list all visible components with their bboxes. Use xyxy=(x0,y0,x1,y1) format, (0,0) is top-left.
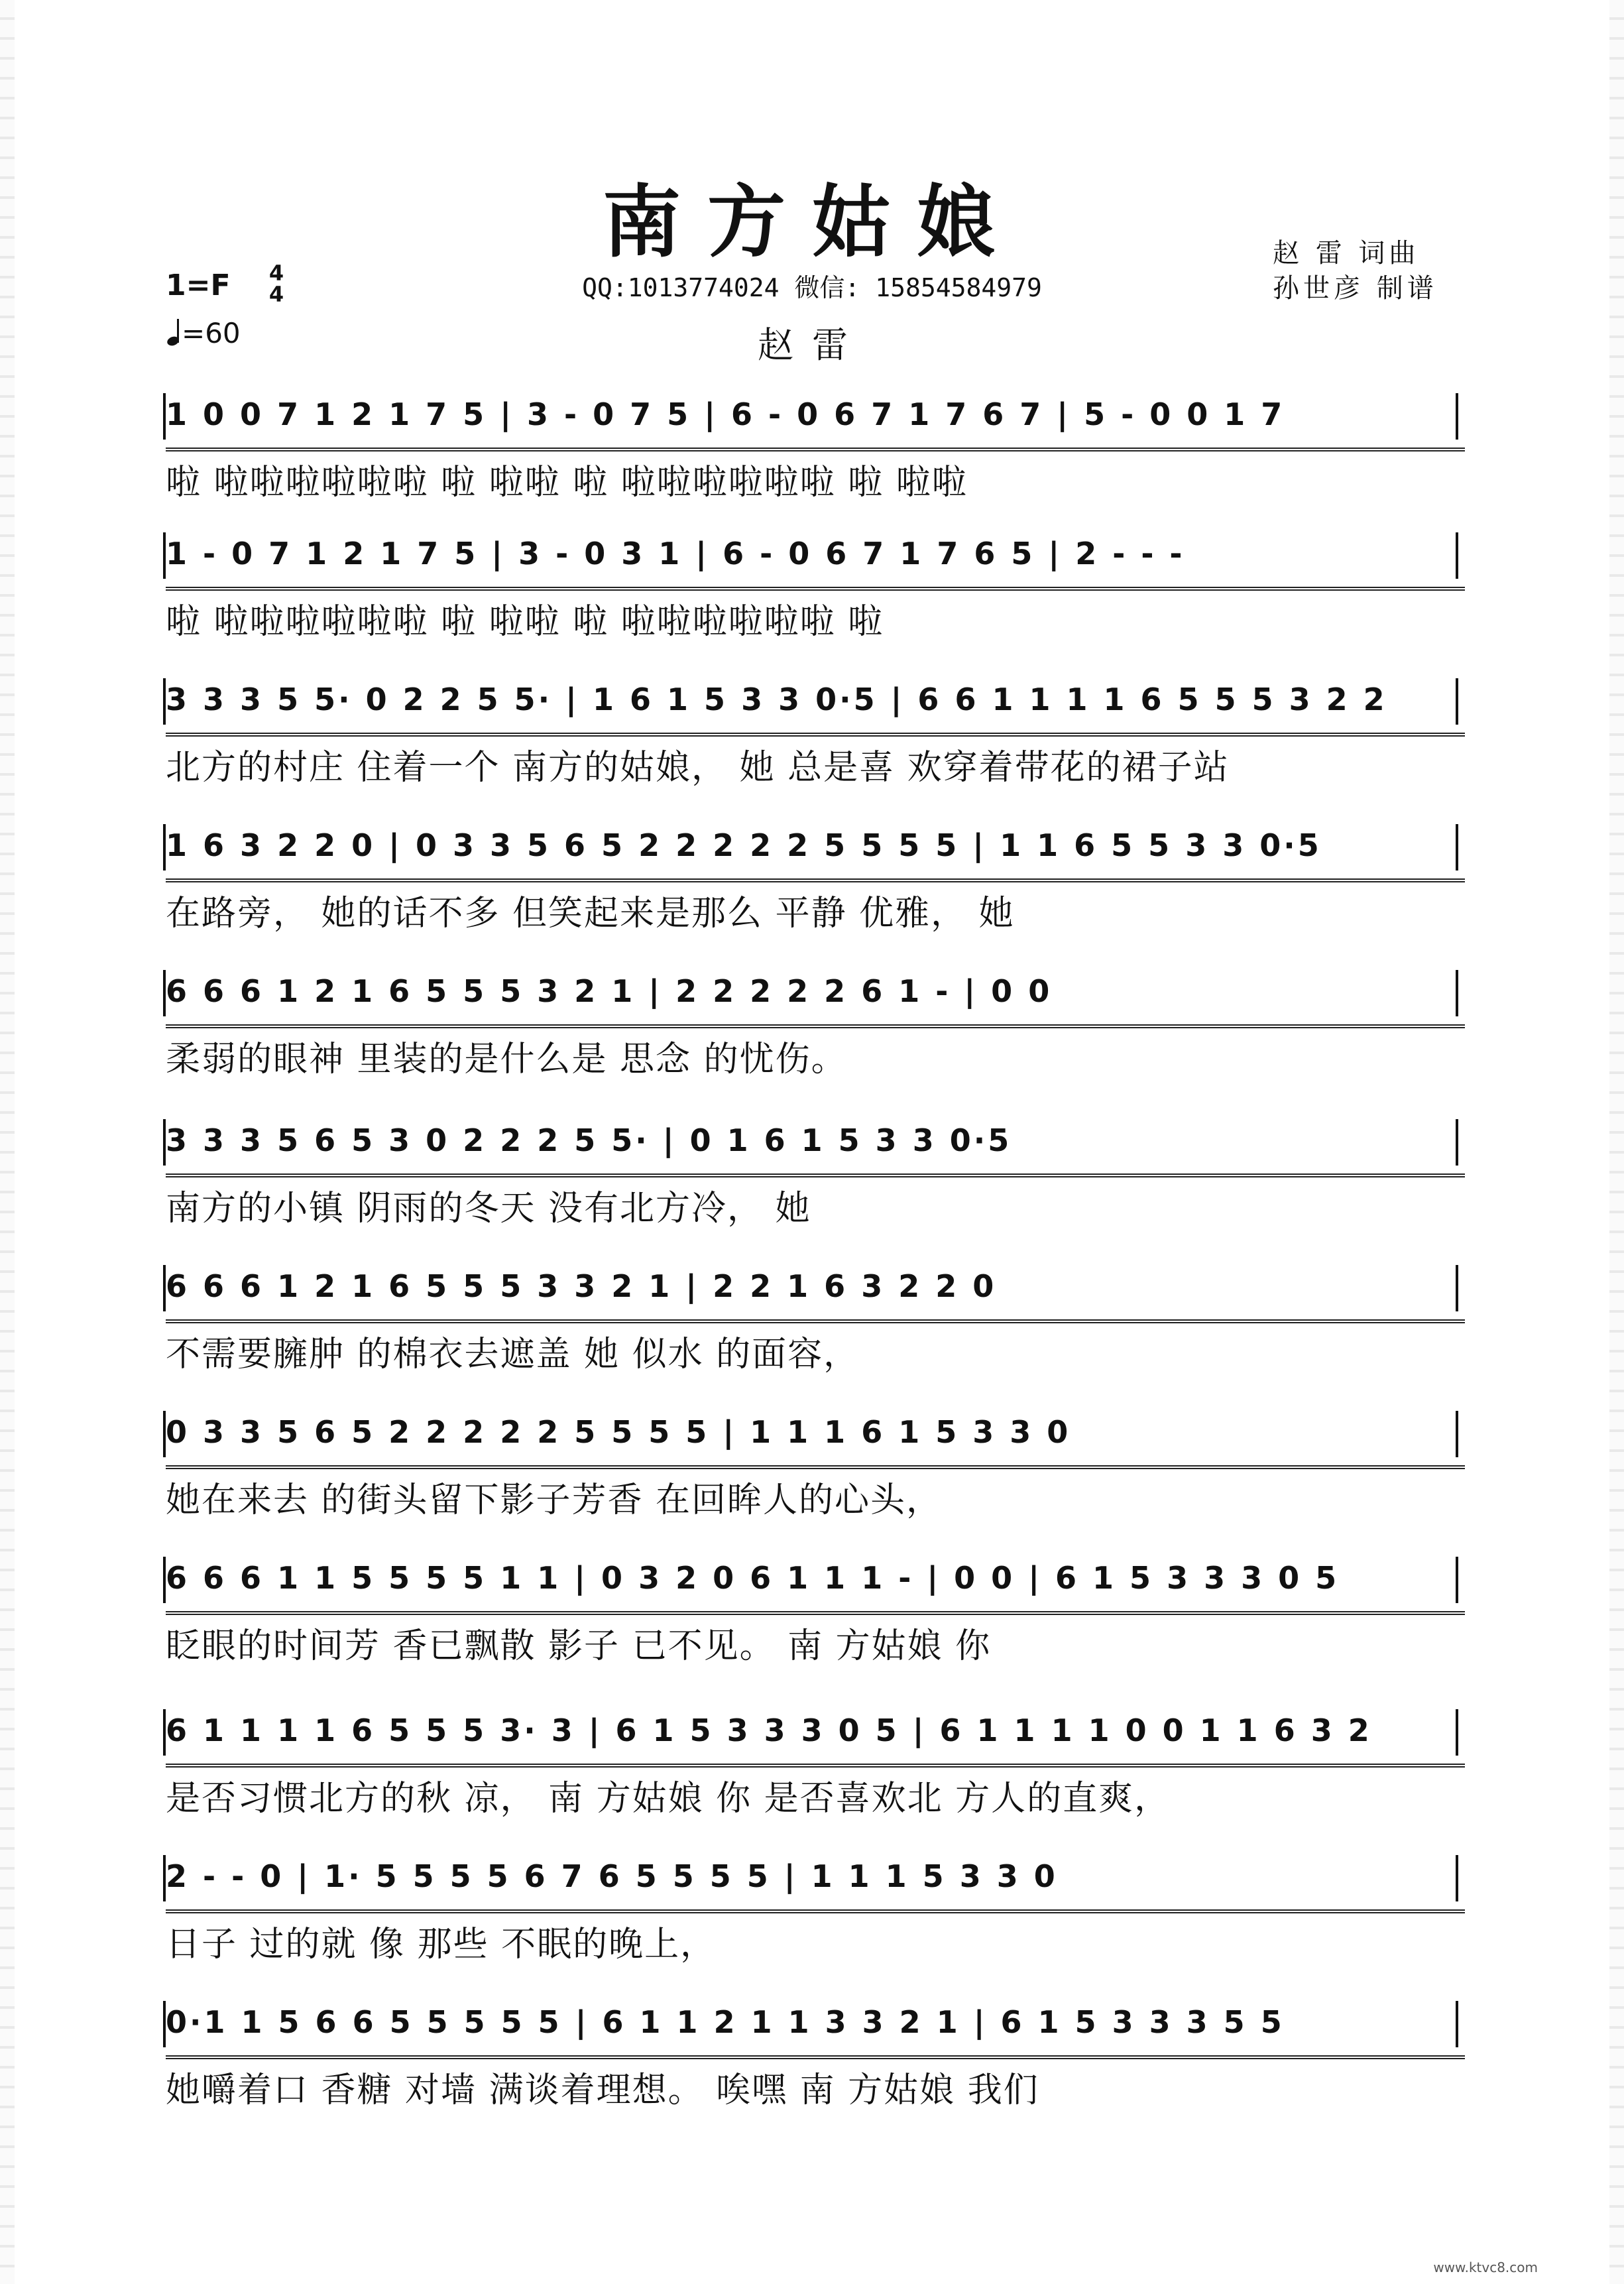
lyrics-line: 柔弱的眼神 里装的是什么是 思念 的忧伤。 xyxy=(166,1040,847,1079)
tempo-marking xyxy=(167,317,241,349)
notation-line: 3 3 3 5 6 5 3 0 2 2 2 5 5· | 0 1 6 1 5 3 3 0·5 xyxy=(166,1107,1465,1177)
barline-end xyxy=(1456,1265,1458,1311)
barline-end xyxy=(1456,678,1458,725)
site-watermark: www.ktvc8.com xyxy=(1433,2259,1538,2275)
notation-line: 6 6 6 1 2 1 6 5 5 5 3 2 1 | 2 2 2 2 2 6 1 - | 0 0 xyxy=(166,958,1465,1028)
lyrics-line: 她嚼着口 香糖 对墙 满谈着理想。 唉嘿 南 方姑娘 我们 xyxy=(166,2071,1039,2110)
notation-line: 6 6 6 1 1 5 5 5 5 1 1 | 0 3 2 0 6 1 1 1 - | 0 0 | 6 1 5 3 3 3 0 5 xyxy=(166,1545,1465,1615)
notation-line: 1 0 0 7 1 2 1 7 5 | 3 - 0 7 5 | 6 - 0 6 7 1 7 6 7 | 5 - 0 0 1 7 xyxy=(166,381,1465,451)
barline-end xyxy=(1456,970,1458,1016)
barline-end xyxy=(1456,1855,1458,1901)
notation-line: 2 - - 0 | 1· 5 5 5 5 6 7 6 5 5 5 5 | 1 1 1 5 3 3 0 xyxy=(166,1843,1465,1913)
notation-line: 6 1 1 1 1 6 5 5 5 3· 3 | 6 1 5 3 3 3 0 5 | 6 1 1 1 1 0 0 1 1 6 3 2 xyxy=(166,1697,1465,1768)
barline-end xyxy=(1456,824,1458,871)
notation-line: 0·1 1 5 6 6 5 5 5 5 5 | 6 1 1 2 1 1 3 3 2 1 | 6 1 5 3 3 3 5 5 xyxy=(166,1989,1465,2059)
barline-end xyxy=(1456,2001,1458,2047)
time-signature xyxy=(266,263,286,305)
barline-end xyxy=(1456,1411,1458,1457)
barline-end xyxy=(1456,1709,1458,1756)
notation-line: 6 6 6 1 2 1 6 5 5 5 3 3 2 1 | 2 2 1 6 3 2 2 0 xyxy=(166,1253,1465,1323)
lyrics-line: 日子 过的就 像 那些 不眠的晚上， xyxy=(166,1925,717,1964)
notation-line: 1 6 3 2 2 0 | 0 3 3 5 6 5 2 2 2 2 2 5 5 5 5 | 1 1 6 5 5 3 3 0·5 xyxy=(166,812,1465,882)
tempo-value: =60 xyxy=(182,317,241,349)
quarter-note-icon xyxy=(167,319,182,345)
barline-end xyxy=(1456,1557,1458,1603)
lyrics-line: 北方的村庄 住着一个 南方的姑娘， 她 总是喜 欢穿着带花的裙子站 xyxy=(166,748,1230,788)
song-title: 南方姑娘 xyxy=(602,176,1021,268)
lyrics-line: 啦 啦啦啦啦啦啦 啦 啦啦 啦 啦啦啦啦啦啦 啦 啦啦 xyxy=(166,463,968,503)
key-signature: 1=F xyxy=(166,269,231,302)
notation-line: 0 3 3 5 6 5 2 2 2 2 2 5 5 5 5 | 1 1 1 6 1 5 3 3 0 xyxy=(166,1399,1465,1469)
lyrics-line: 她在来去 的街头留下影子芳香 在回眸人的心头， xyxy=(166,1480,943,1520)
lyrics-line: 啦 啦啦啦啦啦啦 啦 啦啦 啦 啦啦啦啦啦啦 啦 xyxy=(166,602,884,642)
lyrics-line: 是否习惯北方的秋 凉， 南 方姑娘 你 是否喜欢北 方人的直爽， xyxy=(166,1779,1171,1819)
credit-lyricist-composer: 赵 雷 词曲 xyxy=(1273,238,1420,269)
lyrics-line: 南方的小镇 阴雨的冬天 没有北方冷， 她 xyxy=(166,1189,811,1229)
time-signature-top: 4 xyxy=(268,261,284,286)
credit-arranger: 孙世彦 制谱 xyxy=(1273,273,1438,304)
barline-end xyxy=(1456,1119,1458,1166)
notation-line: 1 - 0 7 1 2 1 7 5 | 3 - 0 3 1 | 6 - 0 6 7 1 7 6 5 | 2 - - - xyxy=(166,520,1465,591)
lyrics-line: 眨眼的时间芳 香已飘散 影子 已不见。 南 方姑娘 你 xyxy=(166,1626,992,1666)
lyrics-line: 在路旁， 她的话不多 但笑起来是那么 平静 优雅， 她 xyxy=(166,894,1015,933)
contact-info: QQ:1013774024 微信: 15854584979 xyxy=(582,273,1042,302)
barline-end xyxy=(1456,393,1458,440)
notation-line: 3 3 3 5 5· 0 2 2 5 5· | 1 6 1 5 3 3 0·5 | 6 6 1 1 1 1 6 5 5 5 3 2 2 xyxy=(166,666,1465,737)
singer-name: 赵雷 xyxy=(758,324,866,366)
barline-end xyxy=(1456,532,1458,579)
lyrics-line: 不需要臃肿 的棉衣去遮盖 她 似水 的面容， xyxy=(166,1335,860,1374)
time-signature-bottom: 4 xyxy=(268,282,284,307)
